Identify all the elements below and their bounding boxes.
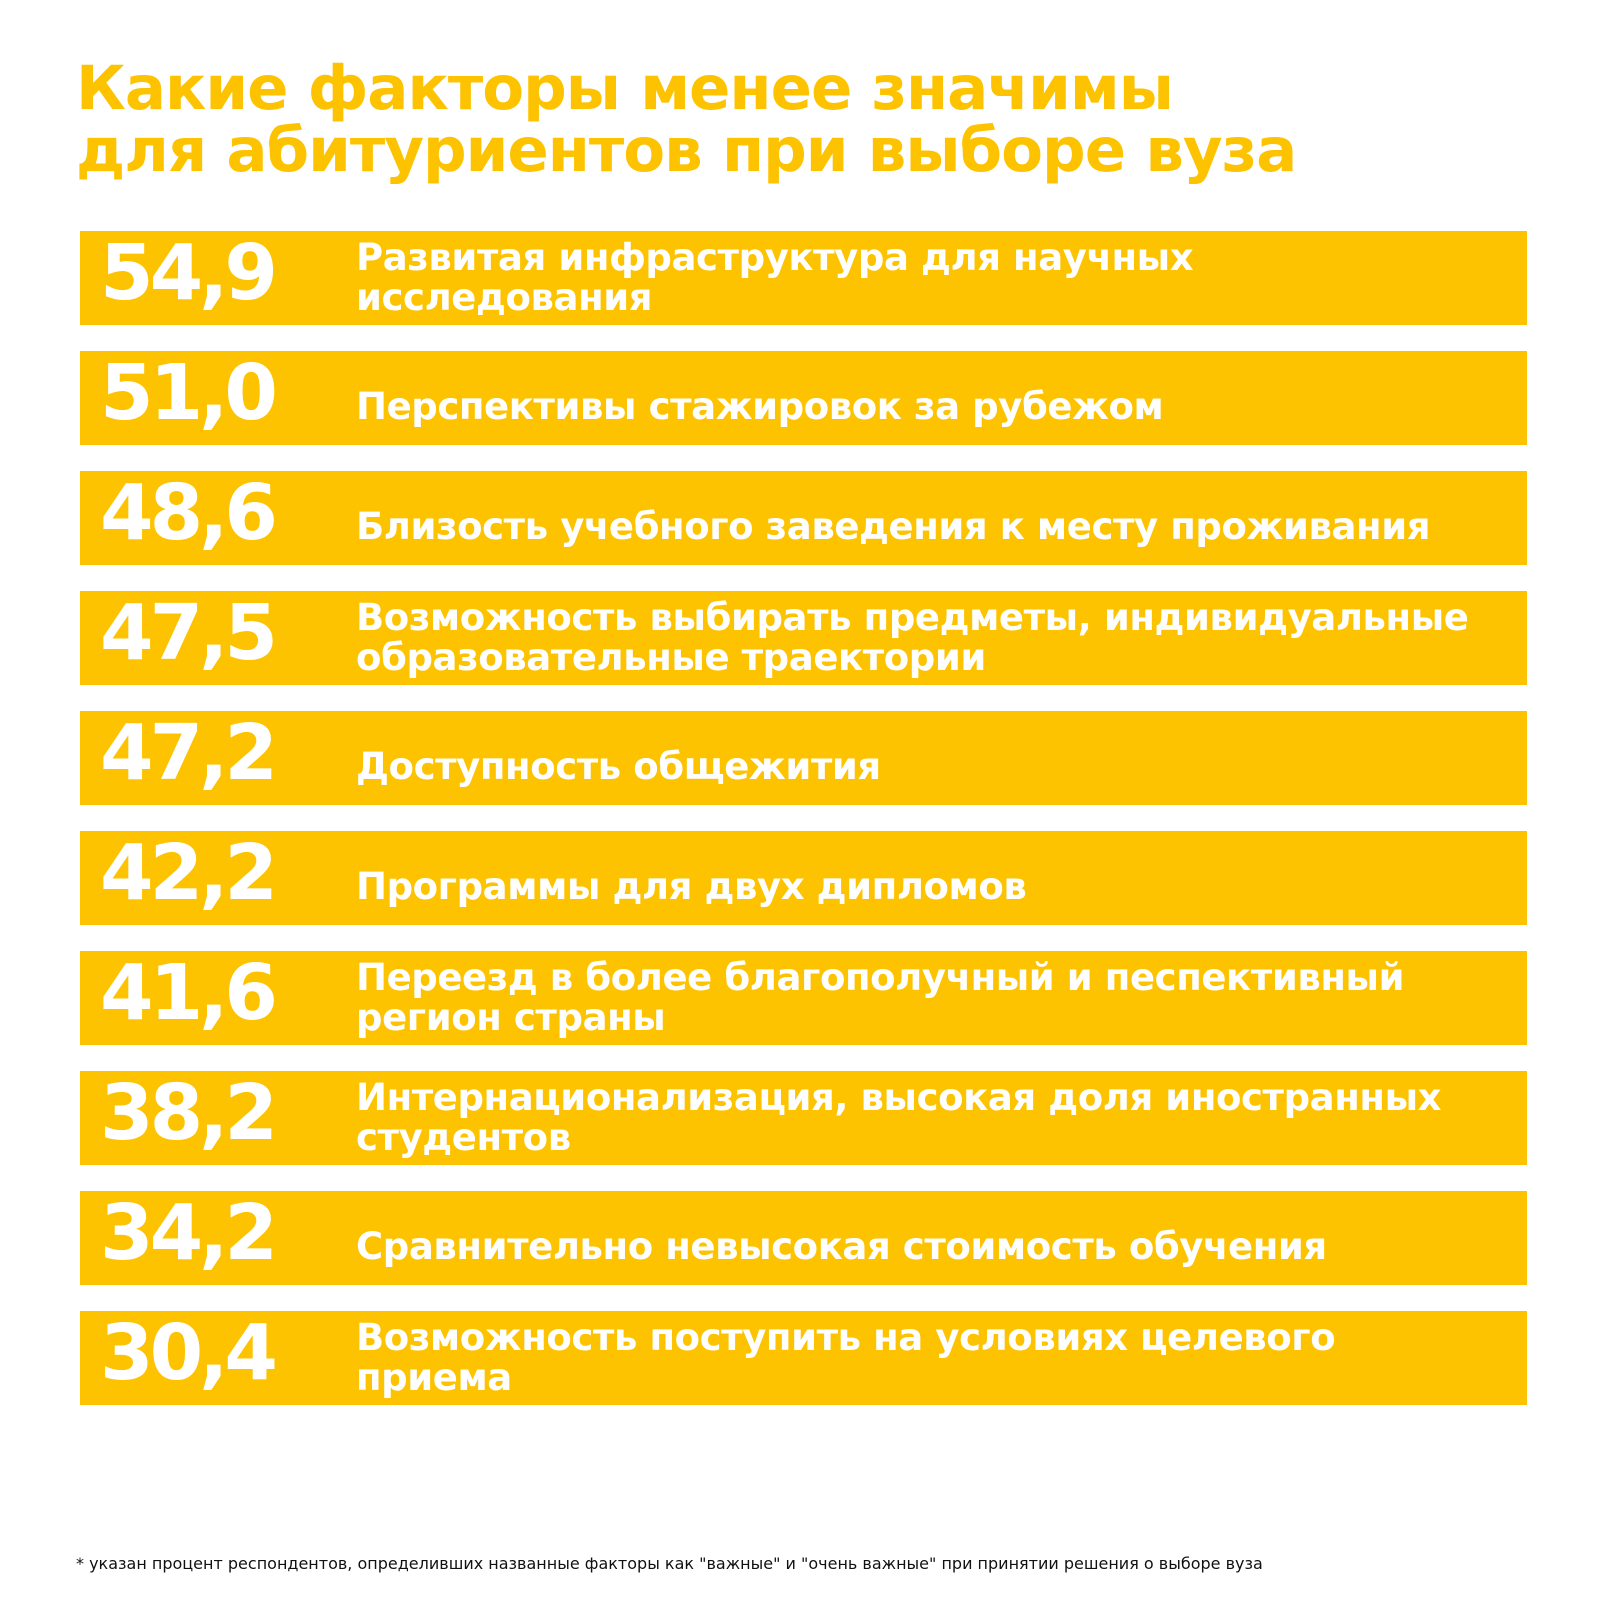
factor-row	[80, 951, 1527, 1045]
factor-label-line: Сравнительно невысокая стоимость обучения	[356, 1225, 1327, 1269]
factor-value: 30,4	[100, 1309, 274, 1398]
factor-value: 54,9	[100, 229, 274, 318]
factor-list	[80, 231, 1527, 1431]
factor-row	[80, 351, 1527, 445]
factor-value: 48,6	[100, 469, 274, 558]
factor-value: 47,5	[100, 589, 274, 678]
factor-value: 42,2	[100, 829, 274, 918]
factor-value: 51,0	[100, 349, 274, 438]
factor-label-line: студентов	[356, 1116, 571, 1159]
factor-label-line: Возможность выбирать предметы, индивидуальные	[356, 596, 1469, 639]
factor-row	[80, 831, 1527, 925]
factor-label-line: Программы для двух дипломов	[356, 865, 1027, 909]
factor-label	[356, 867, 1516, 907]
factor-label-line: Близость учебного заведения к месту проживания	[356, 505, 1431, 549]
title-line-1: Какие факторы менее значимы	[76, 53, 1173, 124]
factor-row	[80, 1311, 1527, 1405]
factor-label	[356, 747, 1516, 787]
title-line-2: для абитуриентов при выборе вуза	[76, 115, 1297, 186]
footnote: * указан процент респондентов, определивших названные факторы как "важные" и "очень важные" при принятии решения о выборе вуза	[76, 1554, 1263, 1573]
factor-row	[80, 591, 1527, 685]
factor-label	[356, 958, 1516, 1038]
factor-label	[356, 507, 1516, 547]
factor-value: 38,2	[100, 1069, 274, 1158]
factor-label-line: Перспективы стажировок за рубежом	[356, 385, 1164, 429]
factor-label-line: Интернационализация, высокая доля иностранных	[356, 1076, 1442, 1119]
factor-label-line: приема	[356, 1356, 512, 1399]
factor-value: 47,2	[100, 709, 274, 798]
factor-label-line: исследования	[356, 276, 653, 319]
factor-label-line: Возможность поступить на условиях целевого	[356, 1316, 1336, 1359]
factor-label-line: Развитая инфраструктура для научных	[356, 236, 1194, 279]
factor-value: 34,2	[100, 1189, 274, 1278]
factor-label-line: регион страны	[356, 996, 666, 1039]
factor-label	[356, 238, 1516, 318]
factor-row	[80, 1071, 1527, 1165]
factor-label-line: Доступность общежития	[356, 745, 881, 789]
factor-value: 41,6	[100, 949, 274, 1038]
factor-row	[80, 1191, 1527, 1285]
page-title	[76, 53, 1556, 186]
factor-row	[80, 711, 1527, 805]
factor-row	[80, 231, 1527, 325]
factor-label	[356, 1318, 1516, 1398]
factor-row	[80, 471, 1527, 565]
factor-label-line: образовательные траектории	[356, 636, 986, 679]
factor-label-line: Переезд в более благополучный и песпективный	[356, 956, 1405, 999]
factor-label	[356, 598, 1516, 678]
factor-label	[356, 387, 1516, 427]
factor-label	[356, 1227, 1516, 1267]
factor-label	[356, 1078, 1516, 1158]
